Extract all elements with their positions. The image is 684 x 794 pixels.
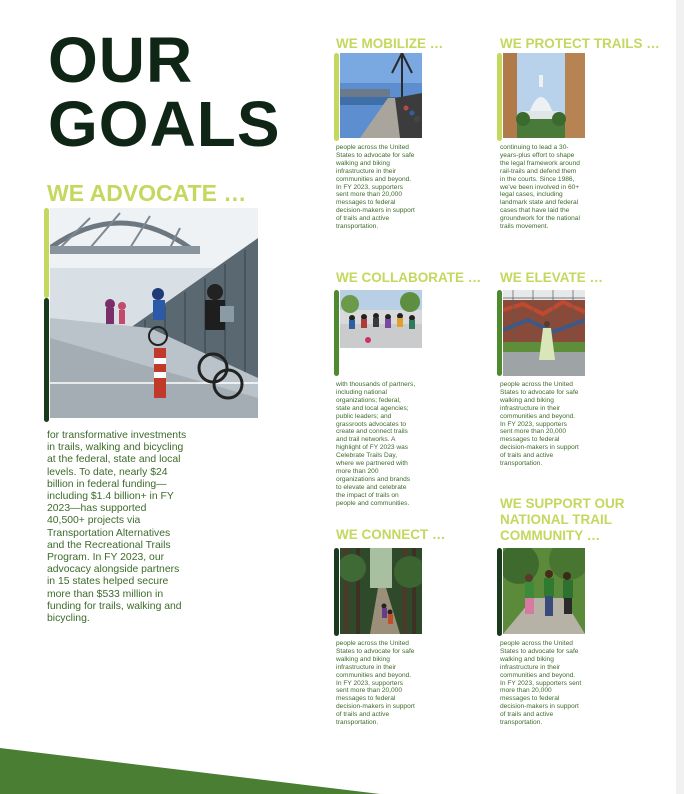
page-title [48, 24, 281, 160]
support-text: people across the United States to advocate for safe walking and biking infrastructure in their communities and beyond. In FY 2023, supporters sent more than 20,000 messages to federal decision-makers in support of trails and active transportation. [500, 640, 582, 727]
support-heading-line-3: COMMUNITY … [500, 528, 601, 543]
advocate-heading: WE ADVOCATE … [47, 180, 247, 206]
advocate-bar-light [44, 208, 49, 298]
connect-bar [334, 548, 339, 636]
connect-photo-block [334, 548, 422, 636]
cyclists-on-bridge-photo [50, 208, 258, 418]
capitol-building-photo [503, 53, 585, 138]
mobilize-photo-block [334, 53, 422, 141]
protect-text: continuing to lead a 30-years-plus effort to shape the legal framework around rail-trails and defend them in the courts. Since 1986, we've been involved in 60+ legal cases, including landmark state and federal cases that have laid the groundwork for the national trails movement. [500, 144, 580, 231]
trail-walkers-photo [503, 548, 585, 634]
title-line-1: OUR [48, 24, 194, 96]
elevate-heading: WE ELEVATE … [500, 270, 604, 285]
advocate-photo-block [44, 208, 258, 422]
protect-photo-block [497, 53, 585, 141]
group-cyclists-photo [340, 290, 422, 348]
collaborate-heading: WE COLLABORATE … [336, 270, 482, 285]
mobilize-heading: WE MOBILIZE … [336, 36, 444, 51]
connect-heading: WE CONNECT … [336, 527, 446, 542]
connect-text: people across the United States to advocate for safe walking and biking infrastructure in their communities and beyond. In FY 2023, supporters sent more than 20,000 messages to federal decision-makers in support of trails and active transportation. [336, 640, 415, 727]
collaborate-bar [334, 290, 339, 376]
woman-walking-mural-photo [503, 290, 585, 376]
support-heading-line-2: NATIONAL TRAIL [500, 512, 612, 527]
elevate-text: people across the United States to advocate for safe walking and biking infrastructure in their communities and beyond. In FY 2023, supporters sent more than 20,000 messages to federal decision-makers in support of trails and active transportation. [500, 381, 579, 468]
mobilize-bar [334, 53, 339, 141]
support-photo-block [497, 548, 585, 636]
title-line-2: GOALS [48, 88, 281, 160]
collaborate-text: with thousands of partners, including national organizations; federal, state and local agencies; public leaders; and grassroots advocates to create and connect trails and trail networks. A highlight of FY 2023 was Celebrate Trails Day, where we partnered with more than 200 organizations and brands to elevate and celebrate the impact of trails on people and communities. [336, 381, 416, 507]
protect-heading: WE PROTECT TRAILS … [500, 36, 660, 51]
support-heading [500, 496, 625, 544]
support-bar [497, 548, 502, 636]
elevate-bar [497, 290, 502, 376]
elevate-photo-block [497, 290, 585, 376]
bottom-green-wedge [0, 740, 684, 794]
advocate-bar-dark [44, 298, 49, 422]
forest-trail-photo [340, 548, 422, 634]
page-edge [676, 0, 684, 794]
bridge-walkway-photo [340, 53, 422, 138]
advocate-text: for transformative investments in trails, walking and bicycling at the federal, state and local levels. To date, nearly $24 billion in federal funding—including $1.4 billion+ in FY 2023—has supported 40,500+ projects via Transportation Alternatives and the Recreational Trails Program. In FY 2023, our advocacy alongside partners in 15 states helped secure more than $533 million in funding for trails, walking and bicycling. [47, 430, 187, 625]
collaborate-photo-block [334, 290, 422, 376]
support-heading-line-1: WE SUPPORT OUR [500, 496, 625, 511]
mobilize-text: people across the United States to advocate for safe walking and biking infrastructure in their communities and beyond. In FY 2023, supporters sent more than 20,000 messages to federal decision-makers in support of trails and active transportation. [336, 144, 415, 231]
protect-bar [497, 53, 502, 141]
